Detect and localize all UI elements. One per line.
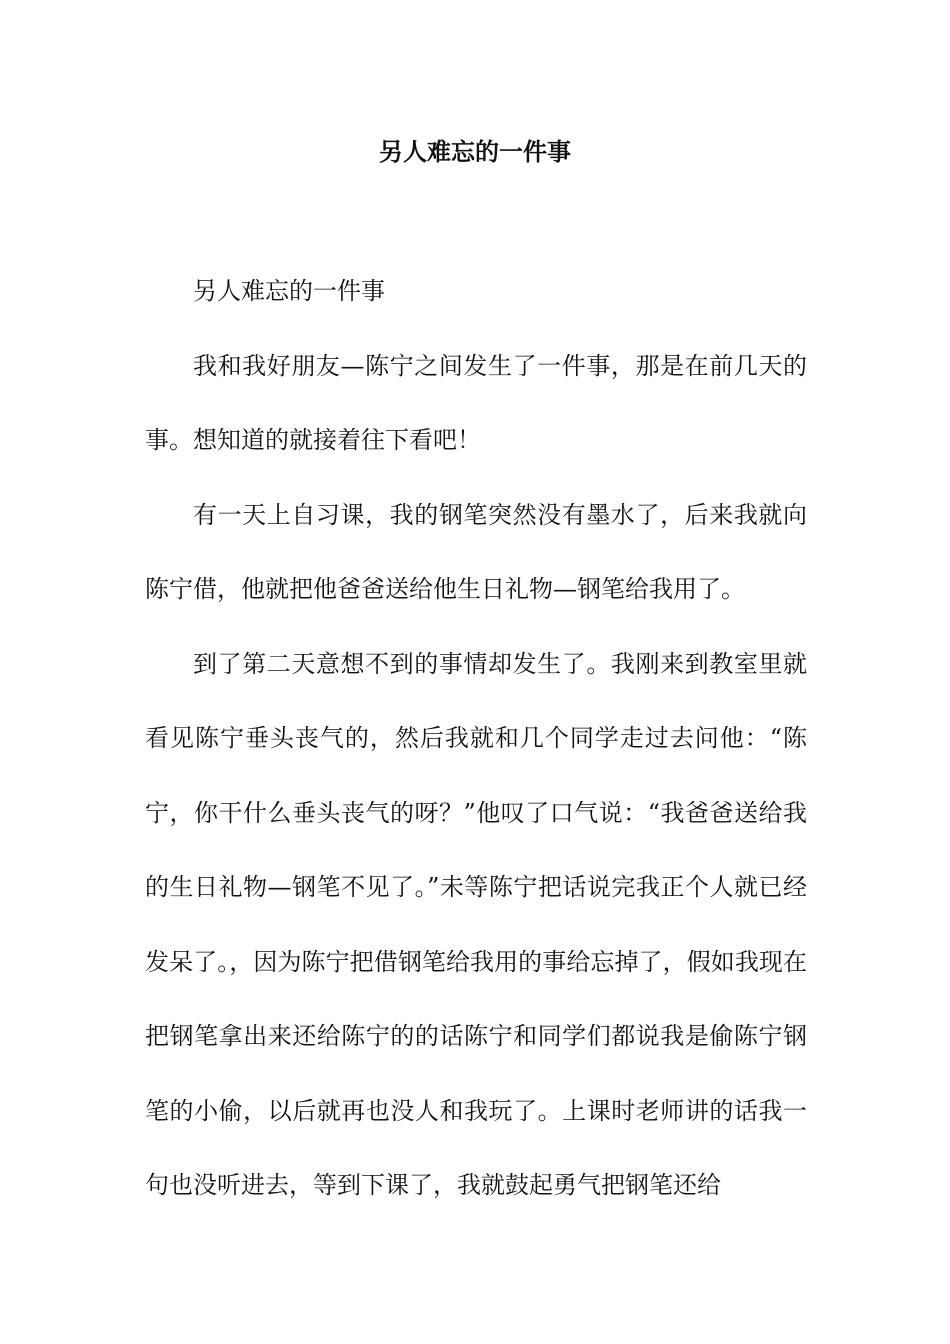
paragraph-2: 有一天上自习课，我的钢笔突然没有墨水了，后来我就向陈宁借，他就把他爸爸送给他生日礼物—钢笔给我用了。 — [145, 500, 807, 603]
paragraph-3: 到了第二天意想不到的事情却发生了。我刚来到教室里就看见陈宁垂头丧气的，然后我就和几个同学走过去问他：“陈宁，你干什么垂头丧气的呀？”他叹了口气说：“我爸爸送给我的生日礼物—钢笔不见了。”未等陈宁把话说完我正个人就已经发呆了。，因为陈宁把借钢笔给我用的事给忘掉了，假如我现在把钢笔拿出来还给陈宁的的话陈宁和同学们都说我是偷陈宁钢笔的小偷，以后就再也没人和我玩了。上课时老师讲的话我一句也没听进去，等到下课了，我就鼓起勇气把钢笔还给 — [145, 649, 807, 1199]
paragraph-1: 我和我好朋友—陈宁之间发生了一件事，那是在前几天的事。想知道的就接着往下看吧！ — [145, 351, 807, 454]
document-title: 另人难忘的一件事 — [379, 137, 571, 166]
document-body — [145, 254, 807, 1223]
paragraph-heading: 另人难忘的一件事 — [193, 277, 385, 305]
